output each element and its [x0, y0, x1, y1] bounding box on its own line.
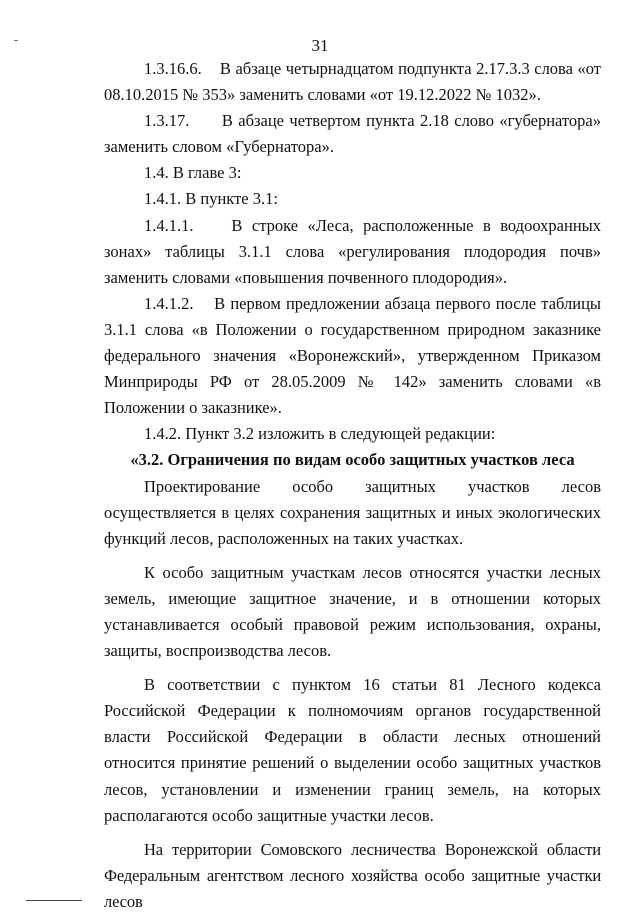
paragraph-1-3-17: 1.3.17. В абзаце четвертом пункта 2.18 слово «губернатора» заменить словом «Губернатора».	[104, 111, 601, 157]
section-heading: «3.2. Ограничения по видам особо защитных участков леса	[130, 450, 575, 470]
paragraph-1-4-1: 1.4.1. В пункте 3.1:	[144, 189, 278, 209]
paragraph-1-4: 1.4. В главе 3:	[144, 163, 242, 183]
paragraph-1-4-1-2: 1.4.1.2. В первом предложении абзаца первого после таблицы 3.1.1 слова «в Положении о государственном природном заказнике федерального значения «Воронежский», утвержденном Приказом Минприроды РФ от 28.05.2009 № 142» заменить словами «в Положении о заказнике».	[104, 293, 601, 418]
document-body	[104, 56, 601, 915]
section-paragraph: В соответствии с пунктом 16 статьи 81 Лесного кодекса Российской Федерации к полномочиям органов государственной власти Российской Федерации в области лесных отношений относится принятие решений о выделении особо защитных участков лесов, установлении и изменении границ земель, на которых располагаются особо защитные участки лесов.	[104, 675, 601, 825]
paragraph-1-3-16-6: 1.3.16.6. В абзаце четырнадцатом подпункта 2.17.3.3 слова «от 08.10.2015 № 353» заменить словами «от 19.12.2022 № 1032».	[104, 59, 601, 105]
paragraph-1-4-2: 1.4.2. Пункт 3.2 изложить в следующей редакции:	[144, 424, 496, 444]
section-paragraph: К особо защитным участкам лесов относятся участки лесных земель, имеющие защитное значение, и в отношении которых устанавливается особый правовой режим использования, охраны, защиты, воспроизводства лесов.	[104, 562, 601, 661]
paragraph-1-4-1-1: 1.4.1.1. В строке «Леса, расположенные в водоохранных зонах» таблицы 3.1.1 слова «регулирования плодородия почв» заменить словами «повышения почвенного плодородия».	[104, 215, 601, 287]
section-paragraph: Проектирование особо защитных участков лесов осуществляется в целях сохранения защитных и иных экологических функций лесов, расположенных на таких участках.	[104, 476, 601, 548]
page-number: 31	[311, 36, 329, 55]
section-paragraph: На территории Сомовского лесничества Воронежской области Федеральным агентством лесного хозяйства особо защитные участки лесов	[104, 839, 601, 911]
footnote-rule	[26, 900, 82, 901]
